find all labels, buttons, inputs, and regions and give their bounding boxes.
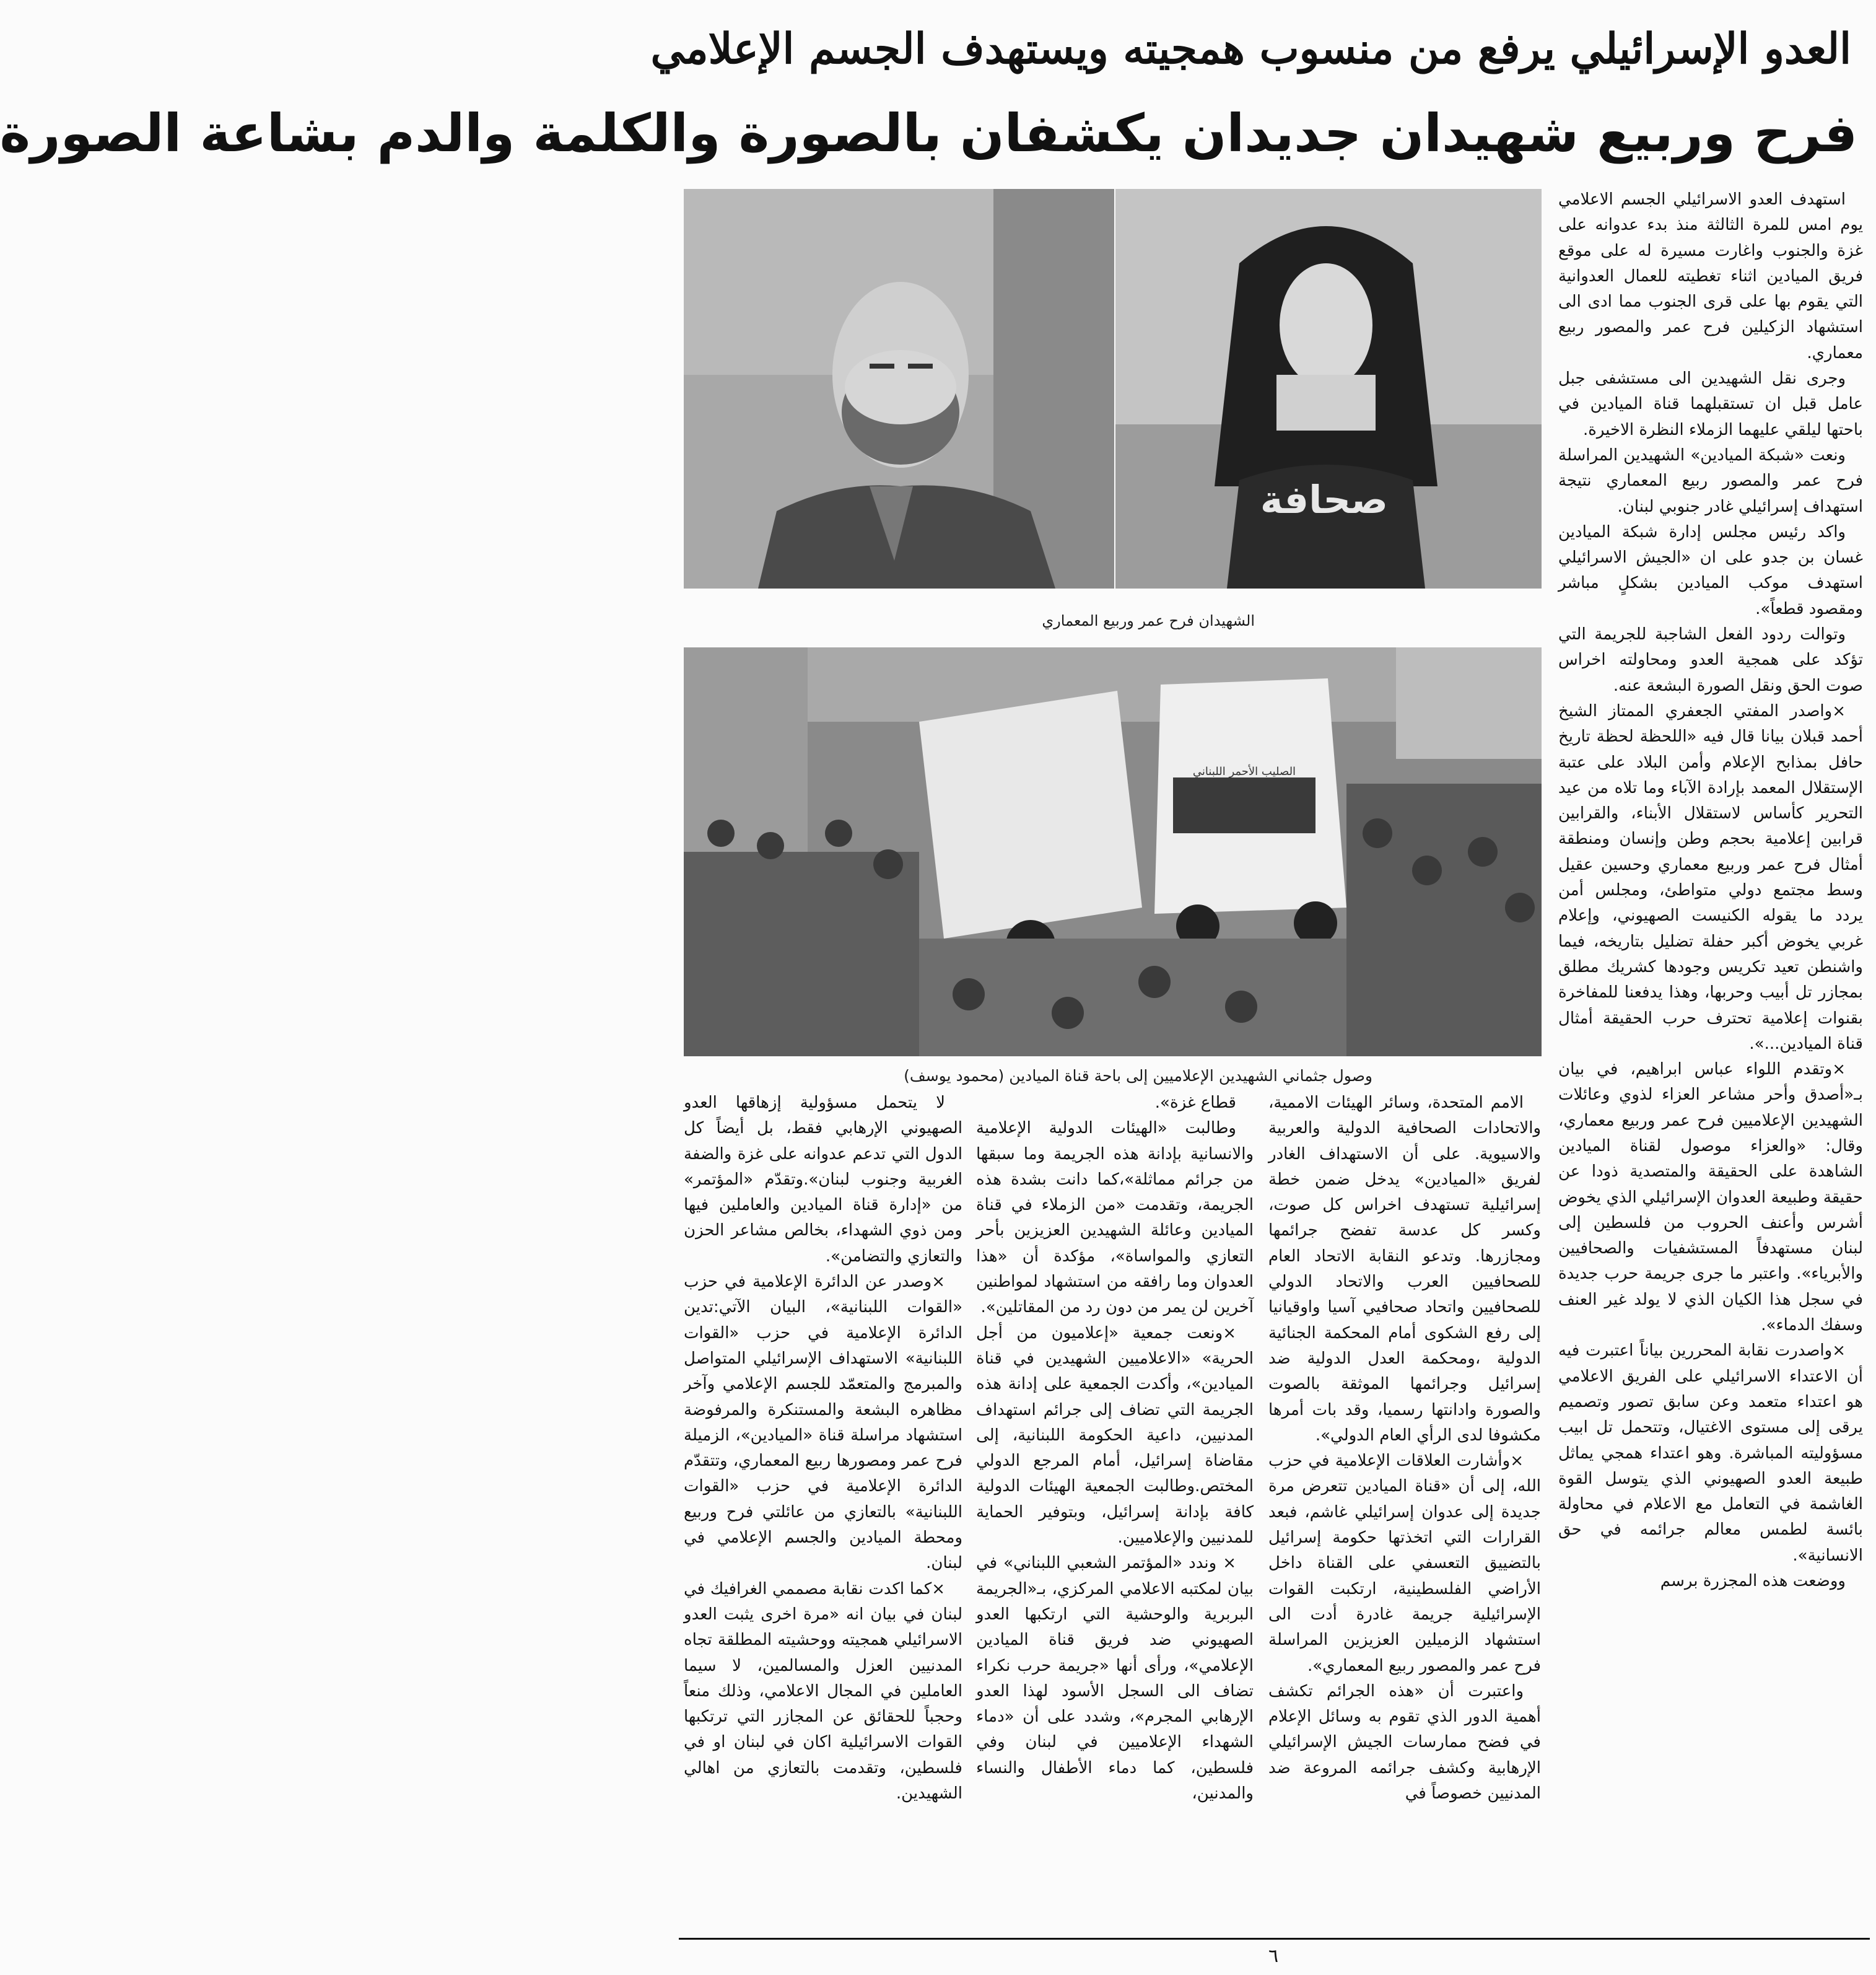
article-kicker: العدو الإسرائيلي يرفع من منسوب همجيته ويستهدف الجسم الإعلامي — [650, 24, 1851, 74]
article-column-4 — [684, 1090, 962, 1924]
col1-paragraph: وجرى نقل الشهيدين الى مستشفى جبل عامل قبل ان تستقبلهما قناة الميادين في باحتها ليلقي عليهما الزملاء النظرة الاخيرة. — [1558, 369, 1863, 439]
col3-paragraph: قطاع غزة». — [1154, 1093, 1236, 1112]
col3-paragraph: وطالبت «الهيئات الدولية الإعلامية والانسانية بإدانة هذه الجريمة وما سبقها من جرائم مماثلة»،كما دانت بشدة هذه الجريمة، وتقدمت «من الزملاء في قناة الميادين وعائلة الشهيدين العزيزين بأحر التعازي والمواساة»، مؤكدة أن «هذا العدوان وما رافقه من استشهاد لمواطنين آخرين لن يمر من دون رد من المقاتلين». — [976, 1119, 1254, 1317]
col1-paragraph: استهدف العدو الاسرائيلي الجسم الاعلامي يوم امس للمرة الثالثة منذ بدء عدوانه على غزة والجنوب واغارت مسيرة له على موقع فريق الميادين اثناء تغطيته للعمال العدوانية التي يقوم بها على قرى الجنوب مما ادى الى استشهاد الزكيلين فرح عمر والمصور ربيع معماري. — [1558, 190, 1863, 362]
col1-paragraph: ونعت «شبكة الميادين» الشهيدين المراسلة فرح عمر والمصور ربيع المعماري نتيجة استهداف إسرائيلي غادر جنوبي لبنان. — [1558, 445, 1863, 516]
ambulance-label: الصليب الأحمر اللبناني — [1192, 765, 1296, 778]
col4-paragraph: لا يتحمل مسؤولية إزهاقها العدو الصهيوني الإرهابي فقط، بل أيضاً كل الدول التي تدعم عدوانه على غزة والضفة الغربية وجنوب لبنان».وتقدّم «المؤتمر» من «إدارة قناة الميادين والعاملين فيها ومن ذوي الشهداء، بخالص مشاعر الحزن والتعازي والتضامن». — [684, 1093, 962, 1266]
col1-paragraph: ×وتقدم اللواء عباس ابراهيم، في بيان بـ«أصدق وأحر مشاعر العزاء لذوي وعائلات الشهيدين الإعلاميين فرح عمر وربيع معماري، وقال: «والعزاء موصول لقناة الميادين الشاهدة على الحقيقة والمتصدية ذودا عن حقيقة وطبيعة العدوان الإسرائيلي الذي يخوض أشرس وأعنف الحروب من فلسطين إلى لبنان مستهدفاً المستشفيات والصحافيين والأبرياء». واعتبر ما جرى جريمة حرب جديدة في سجل هذا الكيان الذي لا يولد غير العنف وسفك الدماء». — [1558, 1060, 1863, 1335]
col1-paragraph: ×واصدرت نقابة المحررين بياناً اعتبرت فيه أن الاعتداء الاسرائيلي على الفريق الاعلامي هو اعتداء متعمد وعن سابق تصور وتصميم يرقى إلى مستوى الاغتيال، وتتحمل تل ابيب مسؤوليته المباشرة. وهو اعتداء همجي يماثل طبيعة العدو الصهيوني الذي يتوسل القوة الغاشمة في التعامل مع الاعلام في محاولة بائسة لطمس معالم جرائمه في حق الانسانية». — [1558, 1341, 1863, 1565]
article-column-2 — [1268, 1090, 1541, 1924]
ambulance-photo — [684, 647, 1542, 1056]
col3-paragraph: ×ونعت جمعية «إعلاميون من أجل الحرية» «الاعلاميين الشهيدين في قناة الميادين»، وأكدت الجمعية على إدانة هذه الجريمة التي تضاف إلى جرائم استهداف المدنيين، داعية الحكومة اللبنانية، إلى مقاضاة إسرائيل، أمام المرجع الدولي المختص.وطالبت الجمعية الهيئات الدولية كافة بإدانة إسرائيل، وبتوفير الحماية للمدنيين والإعلاميين. — [976, 1323, 1254, 1548]
col4-paragraph: ×وصدر عن الدائرة الإعلامية في حزب «القوات اللبنانية»، البيان الآتي:تدين الدائرة الإعلامية في حزب «القوات اللبنانية» الاستهداف الإسرائيلي المتواصل والمبرمج والمتعمّد للجسم الإعلامي وآخر مظاهره البشعة والمستنكرة والمرفوضة استشهاد مراسلة قناة «الميادين»، الزميلة فرح عمر ومصورها ربيع المعماري، وتتقدّم الدائرة الإعلامية في حزب «القوات اللبنانية» بالتعازي من عائلتي فرح وربيع ومحطة الميادين والجسم الإعلامي في لبنان. — [684, 1272, 962, 1573]
portrait-photo-rabih — [684, 189, 1114, 589]
col1-paragraph: واكد رئيس مجلس إدارة شبكة الميادين غسان بن جدو على ان «الجيش الاسرائيلي استهدف موكب الميادين بشكلٍ مباشر ومقصود قطعاً». — [1558, 522, 1863, 618]
col1-paragraph: ووضعت هذه المجزرة برسم — [1660, 1572, 1846, 1591]
col1-paragraph: وتوالت ردود الفعل الشاجبة للجريمة التي تؤكد على همجية العدو ومحاولته اخراس صوت الحق ونقل الصورة البشعة عنه. — [1558, 625, 1863, 695]
col3-paragraph: × وندد «المؤتمر الشعبي اللبناني» في بيان لمكتبه الاعلامي المركزي، بـ«الجريمة البربرية والوحشية التي ارتكبها العدو الصهيوني ضد فريق قناة الميادين الإعلامي»، ورأى أنها «جريمة حرب نكراء تضاف الى السجل الأسود لهذا العدو الإرهابي المجرم»، وشدد على أن «دماء الشهداء الإعلاميين في لبنان وفي فلسطين، كما دماء الأطفال والنساء والمدنين، — [976, 1554, 1254, 1803]
col2-paragraph: الامم المتحدة، وسائر الهيئات الاممية، والاتحادات الصحافية الدولية والعربية والاسيوية. على أن الاستهداف الغادر لفريق «الميادين» يدخل ضمن خطة إسرائيلية تستهدف اخراس كل صوت، وكسر كل عدسة تفضح جرائمها ومجازرها. وتدعو النقابة الاتحاد العام للصحافيين العرب والاتحاد الدولي للصحافيين واتحاد صحافيي آسيا واوقيانيا إلى رفع الشكوى أمام المحكمة الجنائية الدولية ،ومحكمة العدل الدولية ضد إسرائيل وجرائمها الموثقة بالصوت والصورة وادانتها رسميا، وقد بات أمرها مكشوفا لدى الرأي العام الدولي». — [1268, 1093, 1541, 1445]
col2-paragraph: واعتبرت أن «هذه الجرائم تكشف أهمية الدور الذي تقوم به وسائل الإعلام في فضح ممارسات الجيش الإسرائيلي الإرهابية وكشف جرائمه المروعة ضد المدنيين خصوصاً في — [1268, 1681, 1541, 1803]
col4-paragraph: ×كما اكدت نقابة مصممي الغرافيك في لبنان في بيان انه «مرة اخرى يثبت العدو الاسرائيلي همجيته ووحشيته المطلقة تجاه المدنيين العزل والمسالمين، لا سيما العاملين في المجال الاعلامي، وذلك منعاً وحجباً للحقائق عن المجازر التي ترتكبها القوات الاسرائيلية اكان في لبنان او في فلسطين، وتقدمت بالتعازي من اهالي الشهيدين. — [684, 1579, 962, 1803]
article-headline: فرح وربيع شهيدان جديدان يكشفان بالصورة والكلمة والدم بشاعة الصورة — [0, 103, 1857, 164]
col1-paragraph: ×واصدر المفتي الجعفري الممتاز الشيخ أحمد قبلان بيانا قال فيه «اللحظة لحظة تاريخ حافل بمذابح الإعلام وأمن البلاد على عتبة الإستقلال المعمد بإرادة الآباء وما تلاه من عيد التحرير كأساس لاستقلال الأبناء، والقرابين قرابين إعلامية بحجم وطن وإنسان ومنطقة أمثال فرح عمر وربيع معماري وحسين عقيل وسط مجتمع دولي متواطئ، ومجلس أمن يردد ما يقوله الكنيست الصهيوني، وإعلام غربي يخوض أكبر حفلة تضليل بتاريخه، فيما واشنطن تعيد تكريس وجودها كشريك مطلق بمجازر تل أبيب وحربها، وهذا يدفعنا للمفاخرة بقنوات إعلامية تحترف حرب الحقيقة أمثال قناة الميادين...». — [1558, 701, 1863, 1053]
bottom-rule — [679, 1938, 1870, 1940]
col2-paragraph: ×وأشارت العلاقات الإعلامية في حزب الله، إلى أن «قناة الميادين تتعرض مرة جديدة إلى عدوان إسرائيلي غاشم، فبعد القرارات التي اتخذتها حكومة إسرائيل بالتضييق التعسفي على القناة داخل الأراضي الفلسطينية، ارتكبت القوات الإسرائيلية جريمة غادرة أدت الى استشهاد الزميلين العزيزين المراسلة فرح عمر والمصور ربيع المعماري». — [1268, 1452, 1541, 1675]
article-column-1 — [1558, 187, 1863, 1925]
page-number: ٦ — [1268, 1945, 1279, 1967]
press-vest-text: صحافة — [1260, 477, 1388, 522]
ambulance-caption: وصول جثماني الشهيدين الإعلاميين إلى باحة قناة الميادين (محمود يوسف) — [904, 1067, 1372, 1085]
portraits-caption: الشهيدان فرح عمر وربيع المعماري — [1042, 612, 1255, 629]
portrait-photo-farah — [1115, 189, 1542, 589]
article-column-3 — [976, 1090, 1254, 1924]
